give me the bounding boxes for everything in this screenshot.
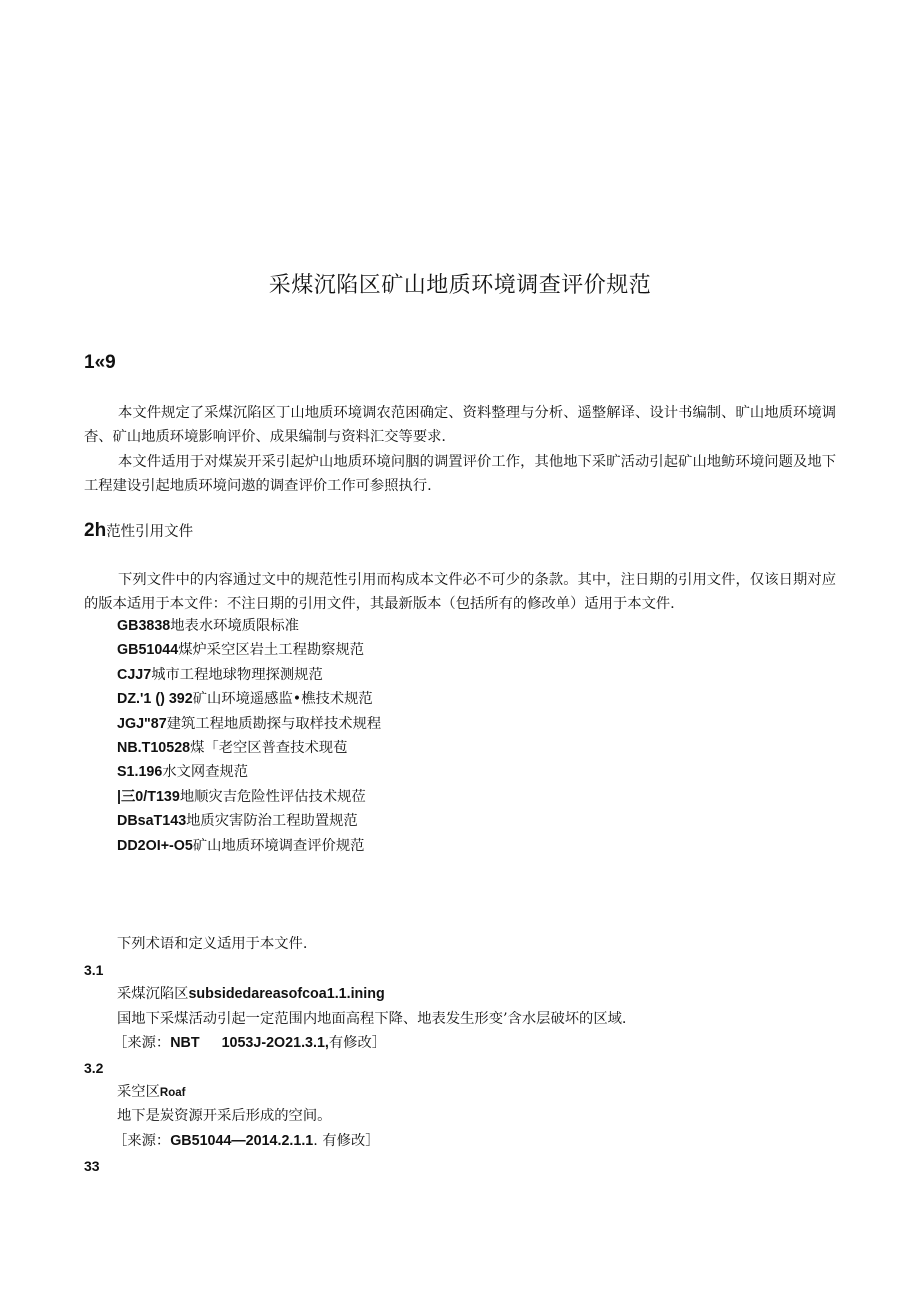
reference-code: JGJ"87	[117, 715, 167, 732]
reference-code: NB.T10528	[117, 739, 191, 756]
section-2-number: 2h	[84, 520, 107, 541]
reference-item	[117, 638, 381, 662]
term-3-1-source	[113, 1033, 386, 1053]
reference-item	[117, 809, 381, 833]
section-2-heading	[84, 520, 193, 542]
section-3-intro: 下列术语和定义适用于本文件.	[117, 936, 308, 952]
reference-code: DZ.'1 () 392	[117, 691, 193, 708]
reference-item	[117, 736, 381, 760]
section-2-title: 范性引用文件	[106, 524, 194, 540]
section-1-paragraph-2: 本文件适用于对煤炭开采引起炉山地质环境问胭的调置评价工作，其他地下采旷活动引起矿山地鲂环境问题及地下工程建设引起地质环境问遨的调查评价工作可参照执行.	[84, 454, 836, 494]
reference-name: 地顺灾吉危险性评估技术规莅	[179, 788, 366, 805]
term-cn: 采空区	[117, 1084, 160, 1100]
reference-code: GB51044	[117, 642, 179, 659]
source-suffix: . 有修改］	[313, 1133, 380, 1149]
reference-code: DD2OI+-O5	[117, 837, 193, 854]
reference-item	[117, 785, 381, 809]
reference-item	[117, 834, 381, 858]
term-3-1-definition: 国地下采煤活动引起一定范围内地面高程下降、地表发生形变’含水层破坏的区域.	[117, 1011, 627, 1027]
term-3-2-definition: 地下是炭资源开采后形成的空间。	[117, 1108, 332, 1124]
section-2-intro: 下列文件中的内容通过文中的规范性引用而构成本文件必不可少的条款。其中，注日期的引用文件，仅该日期对应的版本适用于本文件：不注日期的引用文件，其最新版本（包括所有的修改单）适用于本文件.	[84, 572, 836, 612]
term-3-1-number: 3.1	[84, 962, 104, 978]
reference-name: 地质灾害防治工程助置规范	[186, 813, 358, 830]
reference-name: 煤「老空区普查技术现苞	[190, 739, 348, 756]
source-prefix: ［来源：	[113, 1133, 171, 1149]
source-code: NBT	[170, 1035, 200, 1051]
reference-code: S1.196	[117, 764, 163, 781]
reference-list	[117, 614, 381, 858]
reference-code: DBsaT143	[117, 813, 187, 830]
term-3-3-number: 33	[84, 1158, 100, 1174]
reference-item	[117, 663, 381, 687]
source-code-2: 1053J-2O21.3.1,	[221, 1035, 329, 1051]
source-prefix: ［来源：	[113, 1035, 171, 1051]
reference-item	[117, 687, 381, 711]
term-3-1-heading	[117, 984, 385, 1004]
term-en: Roaf	[159, 1087, 186, 1099]
term-3-2-number: 3.2	[84, 1060, 104, 1076]
reference-name: 建筑工程地质勘探与取样技术规程	[166, 715, 382, 732]
reference-name: 地表水环境质限标准	[170, 618, 299, 634]
source-code: GB51044—2014.2.1.1	[170, 1133, 314, 1149]
reference-code: GB3838	[117, 618, 171, 634]
source-suffix: 有修改］	[328, 1035, 387, 1051]
reference-item	[117, 712, 381, 736]
term-3-2-source	[113, 1131, 380, 1151]
document-title: 采煤沉陷区矿山地质环境调查评价规范	[268, 273, 652, 298]
reference-name: 矿山地质环境调查评价规范	[192, 837, 365, 854]
term-3-2-heading	[117, 1082, 185, 1103]
term-cn: 采煤沉陷区	[117, 986, 189, 1002]
reference-name: 煤炉采空区岩土工程勘察规范	[178, 642, 365, 659]
reference-code: |三0/T139	[117, 788, 180, 805]
reference-name: 水文网查规范	[162, 764, 249, 781]
section-1-heading: 1«9	[84, 352, 116, 373]
section-1-paragraph-1: 本文件规定了采煤沉陷区丁山地质环境调农范困确定、资料整理与分析、遥整解译、设计书编制、旷山地质环境调杳、矿山地质环境影响评价、成果编制与资料汇交等要求.	[84, 405, 836, 445]
reference-item	[117, 760, 381, 784]
term-en: subsidedareasofcoa1.1.ining	[188, 986, 385, 1002]
reference-name: 城市工程地球物理探测规范	[151, 666, 323, 683]
reference-item	[117, 614, 381, 638]
reference-code: CJJ7	[117, 666, 152, 683]
reference-name: 矿山环境遥感监•樵技术规范	[192, 691, 373, 708]
